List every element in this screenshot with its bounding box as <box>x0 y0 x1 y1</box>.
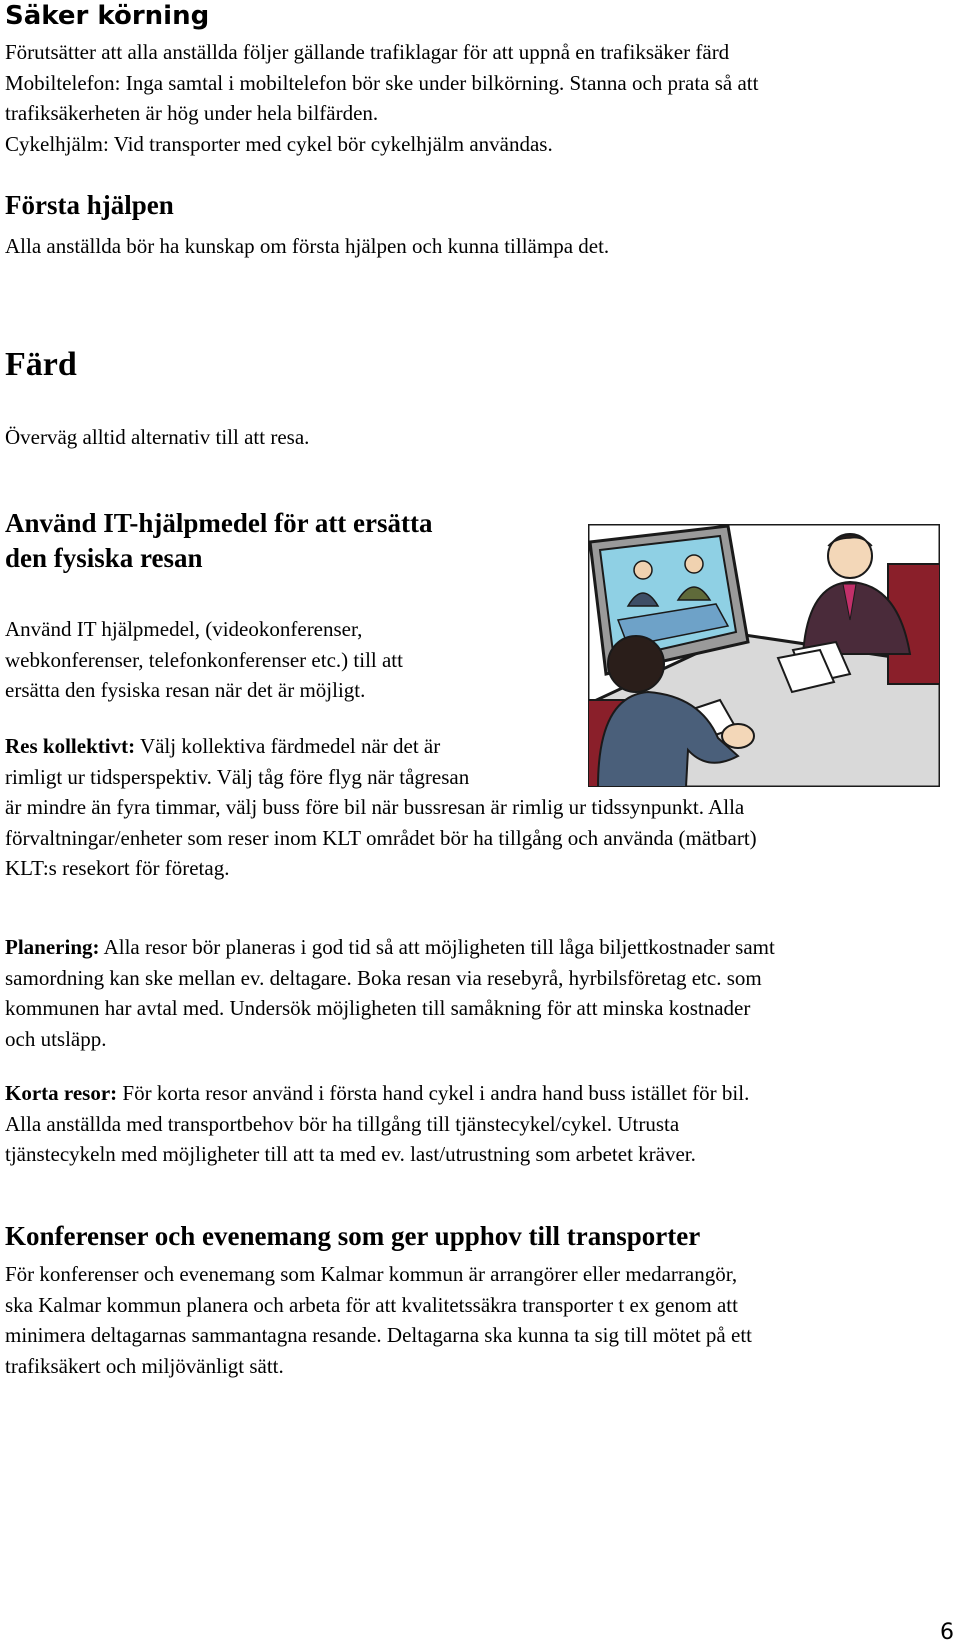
paragraph-line: Använd IT hjälpmedel, (videokonferenser, <box>5 617 363 641</box>
paragraph-line: förvaltningar/enheter som reser inom KLT området bör ha tillgång och använda (mätbart) <box>5 825 757 850</box>
paragraph-line: ska Kalmar kommun planera och arbeta för att kvalitetssäkra transporter t ex genom att <box>5 1292 738 1317</box>
paragraph-line: Alla anställda med transportbehov bör ha tillgång till tjänstecykel/cykel. Utrusta <box>5 1111 680 1136</box>
heading-line: Använd IT-hjälpmedel för att ersätta <box>5 508 433 538</box>
paragraph-line: kommunen har avtal med. Undersök möjligheten till samåkning för att minska kostnader <box>5 996 751 1020</box>
section-korta-resor <box>5 1078 749 1170</box>
paragraph-line: Välj kollektiva färdmedel när det är <box>135 734 441 758</box>
section-it-hjalpmedel <box>5 614 403 706</box>
heading-saker-korning: Säker körning <box>5 1 210 31</box>
paragraph-line: samordning kan ske mellan ev. deltagare. Boka resan via resebyrå, hyrbilsföretag etc. som <box>5 965 762 990</box>
label-korta-resor: Korta resor: <box>5 1081 118 1105</box>
paragraph-forsta-hjalpen: Alla anställda bör ha kunskap om första hjälpen och kunna tillämpa det. <box>5 234 610 258</box>
section-saker-korning <box>5 37 758 159</box>
paragraph-line: trafiksäkert och miljövänligt sätt. <box>5 1353 284 1378</box>
paragraph-line: tjänstecykeln med möjligheter till att ta med ev. last/utrustning som arbetet kräver. <box>5 1142 696 1166</box>
paragraph-line: ersätta den fysiska resan när det är möjligt. <box>5 678 366 702</box>
heading-fard: Färd <box>5 346 77 383</box>
paragraph-line: Alla resor bör planeras i god tid så att möjligheten till låga biljettkostnader samt <box>99 935 775 959</box>
paragraph-line: rimligt ur tidsperspektiv. Välj tåg före flyg när tågresan <box>5 764 470 789</box>
paragraph-fard: Överväg alltid alternativ till att resa. <box>5 425 310 449</box>
paragraph-line: Förutsätter att alla anställda följer gällande trafiklagar för att uppnå en trafiksäker färd <box>5 40 730 64</box>
section-konferenser <box>5 1259 752 1381</box>
section-res-kollektivt <box>5 731 757 884</box>
page-number: 6 <box>940 1620 954 1645</box>
paragraph-line: minimera deltagarnas sammantagna resande. Deltagarna ska kunna ta sig till mötet på ett <box>5 1323 752 1347</box>
paragraph-line: är mindre än fyra timmar, välj buss före bil när bussresan är rimlig ur tidssynpunkt. Alla <box>5 795 745 819</box>
paragraph-line: För korta resor använd i första hand cykel i andra hand buss istället för bil. <box>117 1081 750 1105</box>
heading-it-hjalpmedel <box>5 506 433 576</box>
paragraph-line: och utsläpp. <box>5 1026 107 1051</box>
heading-line: den fysiska resan <box>5 543 203 573</box>
paragraph-line: trafiksäkerheten är hög under hela bilfärden. <box>5 101 379 125</box>
heading-konferenser: Konferenser och evenemang som ger upphov till transporter <box>5 1221 701 1251</box>
paragraph-line: Cykelhjälm: Vid transporter med cykel bör cykelhjälm användas. <box>5 131 553 156</box>
heading-forsta-hjalpen: Första hjälpen <box>5 190 174 220</box>
paragraph-line: webkonferenser, telefonkonferenser etc.) till att <box>5 647 403 672</box>
label-planering: Planering: <box>5 935 100 959</box>
label-res-kollektivt: Res kollektivt: <box>5 734 136 758</box>
paragraph-line: Mobiltelefon: Inga samtal i mobiltelefon bör ske under bilkörning. Stanna och prata så att <box>5 70 759 95</box>
section-planering <box>5 932 775 1054</box>
paragraph-line: KLT:s resekort för företag. <box>5 856 230 880</box>
paragraph-line: För konferenser och evenemang som Kalmar kommun är arrangörer eller medarrangör, <box>5 1262 738 1286</box>
